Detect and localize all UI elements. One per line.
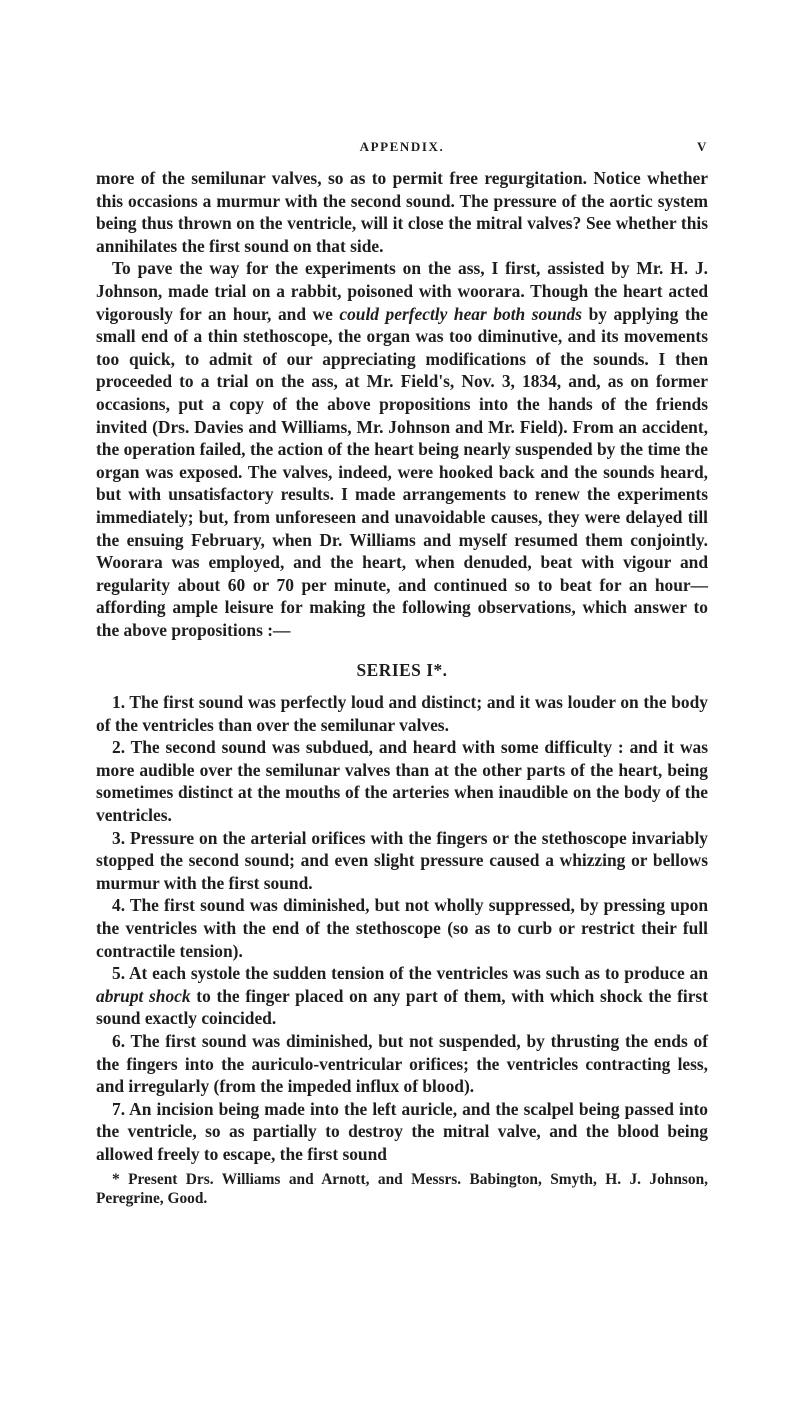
paragraph-text: To pave the way for the experiments on the ass, I first, assisted by Mr. H. J. Johnson, made trial on a rabbit, poisoned with woorara. Though the heart acted vigorously for an hour, and we [96, 258, 708, 324]
running-head [96, 139, 708, 159]
running-head-title: APPENDIX. [359, 139, 445, 154]
body-text [96, 167, 708, 1166]
emphasis-text: abrupt shock [96, 985, 191, 1006]
paragraph-text: by applying the small end of a thin stethoscope, the organ was too diminutive, and its movements too quick, to admit of our appreciating modifications of the sounds. I then proceeded to a trial on the ass, at Mr. Field's, Nov. 3, 1834, and, as on former occasions, put a copy of the above propositions into the hands of the friends invited (Drs. Davies and Williams, Mr. Johnson and Mr. Field). From an accident, the operation failed, the action of the heart being nearly suspended by the time the organ was exposed. The valves, indeed, were hooked back and the sounds heard, but with unsatisfactory results. I made arrangements to renew the experiments immediately; but, from unforeseen and unavoidable causes, they were delayed till the ensuing February, when Dr. Williams and myself resumed them conjointly. Woorara was employed, and the heart, when denuded, beat with vigour and regularity about 60 or 70 per minute, and continued so to beat for an hour—affording ample leisure for making the following observations, which answer to the above propositions :— [96, 303, 709, 640]
series-heading: SERIES I*. [356, 660, 448, 681]
item-text: to the finger placed on any part of them, with which shock the first sound exactly coincided. [96, 985, 708, 1029]
observation-item: 4. The first sound was diminished, but not wholly suppressed, by pressing upon the ventricles with the end of the stethoscope (so as to curb or restrict their full contractile tension). [96, 895, 708, 961]
observation-item [96, 962, 708, 1030]
footnote [96, 1170, 708, 1208]
observation-item: 1. The first sound was perfectly loud and distinct; and it was louder on the body of the ventricles than over the semilunar valves. [96, 692, 708, 735]
book-page [96, 0, 708, 1208]
item-text: 5. At each systole the sudden tension of the ventricles was such as to produce an [112, 963, 708, 984]
observation-item: 6. The first sound was diminished, but not suspended, by thrusting the ends of the fingers into the auriculo-ventricular orifices; the ventricles contracting less, and irregularly (from the impeded influx of blood). [96, 1030, 708, 1097]
observation-item: 2. The second sound was subdued, and heard with some difficulty : and it was more audible over the semilunar valves than at the other parts of the heart, being sometimes distinct at the mouths of the arteries when inaudible on the body of the ventricles. [96, 737, 708, 826]
paragraph-continuation: more of the semilunar valves, so as to permit free regurgitation. Notice whether this occasions a murmur with the second sound. The pressure of the aortic system being thus thrown on the ventricle, will it close the mitral valves? See whether this annihilates the first sound on that side. [96, 168, 708, 256]
observation-item: 3. Pressure on the arterial orifices with the fingers or the stethoscope invariably stopped the second sound; and even slight pressure caused a whizzing or bellows murmur with the first sound. [96, 827, 708, 893]
page-number: V [697, 139, 708, 154]
paragraph-experiments [96, 257, 708, 641]
footnote-text: * Present Drs. Williams and Arnott, and Messrs. Babington, Smyth, H. J. Johnson, Peregrine, Good. [96, 1170, 708, 1207]
observation-item: 7. An incision being made into the left auricle, and the scalpel being passed into the ventricle, so as partially to destroy the mitral valve, and the blood being allowed freely to escape, the first sound [96, 1098, 708, 1164]
emphasis-text: could perfectly hear both sounds [339, 303, 583, 324]
